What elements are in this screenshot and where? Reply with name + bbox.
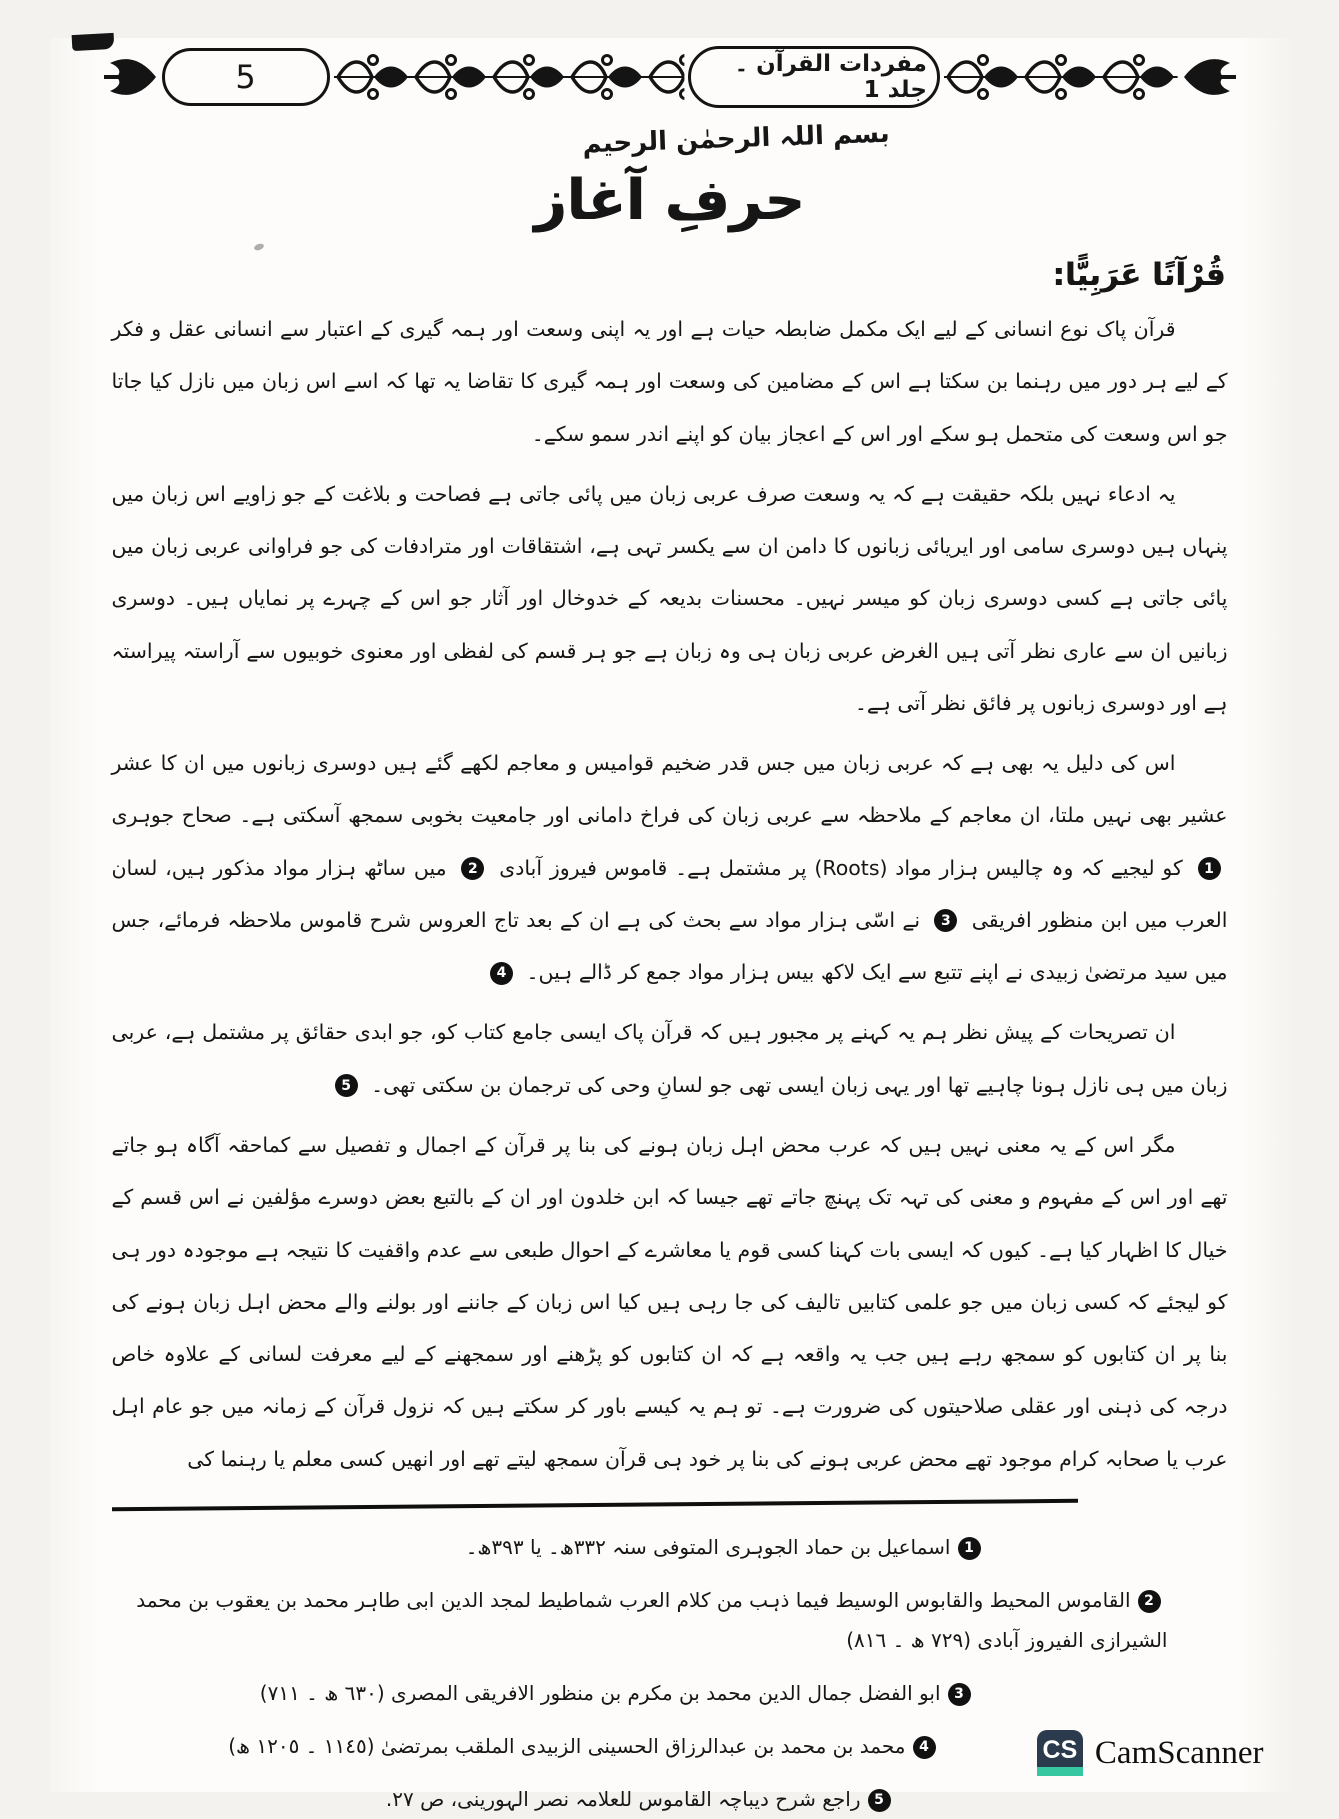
footnote-text: ابو الفضل جمال الدین محمد بن مکرم بن منظور الافریقی المصری (٦٣٠ ھ ۔ ٧١١): [259, 1680, 941, 1705]
scanned-book-page: [50, 38, 1290, 1811]
paragraph: قرآن پاک نوع انسانی کے لیے ایک مکمل ضابطہ حیات ہے اور یہ اپنی وسعت اور ہمہ گیری کے اعتبار سے انسانی عقل و فکر کے لیے ہر دور میں رہنما بن سکتا ہے اس کے مضامین کی وسعت اور ہمہ گیری کا تقاضا یہ تھا کہ اسے اس زبان میں نازل کیا جاتا جو اس وسعت کی متحمل ہو سکے اور اس کے اعجاز بیان کو اپنے اندر سمو سکے۔: [111, 317, 1228, 446]
footnote-separator-rule: [112, 1499, 1078, 1511]
footnote-text: راجع شرح دیباچہ القاموس للعلامہ نصر الہورینی، ص ٢٧.: [385, 1786, 861, 1811]
scan-speck-artifact: [253, 242, 264, 251]
camscanner-badge-text: CS: [1042, 1735, 1078, 1764]
footnote-text: القاموس المحیط والقابوس الوسیط فیما ذہب من کلام العرب شماطیط لمجد الدین ابی طاہر محمد بن یعقوب بن محمد الشیرازی الفیروز آبادی (٧٢٩ ھ ۔ ٨١٦): [136, 1587, 1168, 1652]
floral-chain-ornament-icon: [334, 48, 684, 106]
footnote-ref-marker: 5: [335, 1074, 358, 1097]
footnote-number-marker: 3: [948, 1683, 971, 1706]
footnote-item: [112, 1673, 1228, 1713]
scan-smudge-artifact: [71, 33, 114, 51]
page-title: حرفِ آغاز: [534, 168, 805, 233]
section-heading: قُرْآنًا عَرَبِيًّا:: [1052, 257, 1226, 293]
footnote-number-marker: 4: [913, 1736, 936, 1759]
footnote-item: [112, 1779, 1228, 1819]
paragraph: ان تصریحات کے پیش نظر ہم یہ کہنے پر مجبور ہیں کہ قرآن پاک ایسی جامع کتاب کو، جو ابدی حقائق پر مشتمل ہے، عربی زبان میں ہی نازل ہونا چاہیے تھا اور یہی زبان ایسی تھی جو لسانِ وحی کی ترجمان بن سکتی تھی۔ 5: [111, 1020, 1228, 1097]
floral-fleuron-icon: [1182, 49, 1238, 105]
page-number: 5: [235, 58, 256, 96]
floral-fleuron-icon: [102, 49, 158, 105]
book-title: مفردات القرآن ۔ جلد 1: [734, 51, 927, 103]
camscanner-logo-icon: [1037, 1730, 1083, 1776]
page-number-badge: [162, 48, 330, 106]
footnote-ref-marker: 2: [461, 857, 484, 880]
camscanner-watermark: [1037, 1730, 1264, 1776]
floral-chain-ornament-icon: [944, 48, 1178, 106]
book-title-badge: [688, 46, 940, 108]
footnote-number-marker: 2: [1138, 1590, 1161, 1613]
footnote-text: محمد بن محمد بن عبدالرزاق الحسینی الزبیدی الملقب بمرتضیٰ (١١٤٥ ۔ ١٢٠٥ ھ): [228, 1733, 906, 1758]
header-ornament-band: [102, 38, 1238, 116]
footnote-ref-marker: 4: [490, 962, 513, 985]
camscanner-label: CamScanner: [1094, 1734, 1264, 1771]
camscanner-teal-strip: [1037, 1767, 1083, 1776]
footnote-text: اسماعیل بن حماد الجوہری المتوفی سنہ ٣٣٢ھ۔ یا ٣٩٣ھ۔: [465, 1534, 951, 1559]
bismillah-line: بسم اللہ الرحمٰن الرحیم: [581, 118, 890, 160]
footnote-number-marker: 5: [868, 1789, 891, 1812]
footnote-item: [112, 1580, 1228, 1660]
paragraph: مگر اس کے یہ معنی نہیں ہیں کہ عرب محض اہل زبان ہونے کی بنا پر قرآن کے اجمال و تفصیل سے کماحقہ آگاہ ہو جاتے تھے اور اس کے مفہوم و معنی کی تہہ تک پہنچ جاتے تھے جیسا کہ ابن خلدون اور ان کے بالتبع بعض دوسرے مؤلفین نے اس قسم کے خیال کا اظہار کیا ہے۔ کیوں کہ ایسی بات کہنا کسی قوم یا معاشرے کے احوال طبعی سے عدم واقفیت کا نتیجہ ہے موجودہ دور ہی کو لیجئے کہ کسی زبان میں جو علمی کتابیں تالیف کی جا رہی ہیں کیا اس زبان کے جاننے اور بولنے والے محض اہل زبان ہونے کی بنا پر ان کتابوں کو سمجھ رہے ہیں جب یہ واقعہ ہے کہ ان کتابوں کو پڑھنے اور سمجھنے کے لیے معرفت لسانی کے علاوہ خاص درجہ کی ذہنی اور عقلی صلاحیتوں کی ضرورت ہے۔ تو ہم یہ کیسے باور کر سکتے ہیں کہ نزول قرآن کے زمانہ میں جو عام اہل عرب یا صحابہ کرام موجود تھے محض عربی ہونے کی بنا پر خود ہی قرآن سمجھ لیتے تھے اور انھیں کسی معلم یا رہنما کی: [111, 1132, 1228, 1471]
body-paragraphs: [112, 303, 1228, 1485]
footnote-item: [112, 1527, 1228, 1567]
footnote-ref-marker: 1: [1198, 857, 1221, 880]
footnote-number-marker: 1: [958, 1537, 981, 1560]
paragraph: یہ ادعاء نہیں بلکہ حقیقت ہے کہ یہ وسعت صرف عربی زبان میں پائی جاتی ہے فصاحت و بلاغت کے جو زاویے اس زبان میں پنہاں ہیں دوسری سامی اور ایریائی زبانوں کا دامن ان سے یکسر تہی ہے، اشتقاقات اور مترادفات کی جو فراوانی عربی زبان میں پائی جاتی ہے کسی دوسری زبان کو میسر نہیں۔ محسنات بدیعہ کے خدوخال اور آثار جو اس کے چہرے پر نمایاں ہیں۔ دوسری زبانیں ان سے عاری نظر آتی ہیں الغرض عربی زبان ہی وہ زبان ہے جو ہر قسم کی لفظی اور معنوی خوبیوں سے آراستہ پیراستہ ہے اور دوسری زبانوں پر فائق نظر آتی ہے۔: [111, 481, 1228, 715]
paragraph: اس کی دلیل یہ بھی ہے کہ عربی زبان میں جس قدر ضخیم قوامیس و معاجم لکھے گئے ہیں دوسری زبانوں میں ان کا عشر عشیر بھی نہیں ملتا، ان معاجم کے ملاحظہ سے عربی زبان کی فراخ دامانی اور جامعیت بخوبی سمجھ آسکتی ہے۔ صحاح جوہری 1 کو لیجیے کہ وہ چالیس ہزار مواد (Roots) پر مشتمل ہے۔ قاموس فیروز آبادی 2 میں ساٹھ ہزار مواد مذکور ہیں، لسان العرب میں ابن منظور افریقی 3 نے اسّی ہزار مواد سے بحث کی ہے ان کے بعد تاج العروس شرح قاموس ملاحظہ فرمائے، جس میں سید مرتضیٰ زبیدی نے اپنے تتبع سے ایک لاکھ بیس ہزار مواد جمع کر ڈالے ہیں۔ 4: [111, 751, 1228, 985]
footnote-ref-marker: 3: [934, 909, 957, 932]
